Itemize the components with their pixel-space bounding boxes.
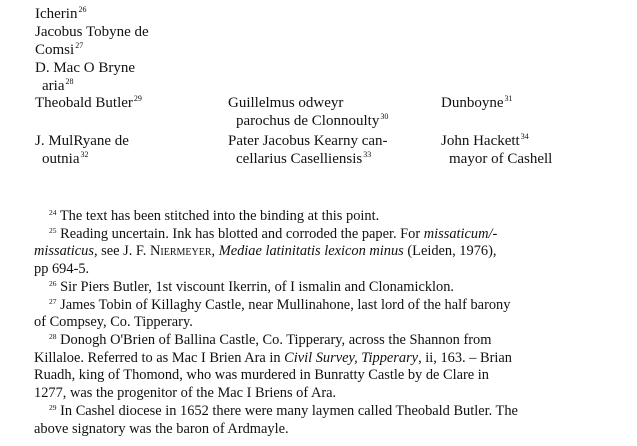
signatory-tobyne-line2: Comsi$^{27}$ [35, 41, 84, 58]
footnote-28: $^{28}$ Donogh O'Brien of Ballina Castle, Co. Tipperary, across the Shannon from [49, 332, 492, 348]
signatory-macobryne-line1: D. Mac O Bryne [35, 60, 135, 76]
signatory-dunboyne: Dunboyne$^{31}$ [441, 94, 513, 111]
footnote-24: $^{24}$ The text has been stitched into the binding at this point. [49, 208, 380, 224]
signatory-hackett-line1: John Hackett$^{34}$ [441, 132, 529, 149]
signatory-icherin: Icherin$^{26}$ [35, 5, 87, 22]
note-ref: 34 [520, 132, 529, 141]
footnote-28-line3: Ruadh, king of Thomond, who was murdered in Bunratty Castle by de Clare in [34, 367, 489, 383]
footnote-26: $^{26}$ Sir Piers Butler, 1st viscount Ikerrin, of I ismalin and Clonamicklon. [49, 279, 455, 295]
note-ref: 31 [504, 94, 513, 103]
note-ref: 26 [78, 5, 87, 14]
note-ref: 29 [133, 94, 142, 103]
note-ref: 30 [380, 112, 389, 121]
footnote-28-line4: 1277, was the progenitor of the Mac I Briens of Ara. [34, 385, 337, 401]
signatory-theobald-butler: Theobald Butler$^{29}$ [35, 94, 142, 111]
signatory-kearny-line1: Pater Jacobus Kearny can- [228, 133, 388, 149]
footnote-27: $^{27}$ James Tobin of Killaghy Castle, near Mullinahone, last lord of the half barony [49, 297, 511, 313]
note-ref: 32 [80, 150, 89, 159]
signatory-kearny-line2: cellarius Caselliensis$^{33}$ [236, 150, 372, 167]
footnote-29: $^{29}$ In Cashel diocese in 1652 there were many laymen called Theobald Butler. The [49, 403, 518, 419]
signatory-tobyne-line1: Jacobus Tobyne de [35, 24, 149, 40]
note-ref: 33 [363, 150, 372, 159]
signatory-odweyr-line1: Guillelmus odweyr [228, 95, 344, 111]
footnote-25-line2: missaticus, see J. F. Niermeyer, Mediae latinitatis lexicon minus (Leiden, 1976), [34, 243, 497, 259]
note-ref: 28 [65, 77, 74, 86]
signatory-odweyr-line2: parochus de Clonnoulty$^{30}$ [236, 112, 389, 129]
signatory-mulryane-line2: outnia$^{32}$ [42, 150, 89, 167]
footnote-25-line3: pp 694-5. [34, 261, 90, 277]
signatory-hackett-line2: mayor of Cashell [449, 151, 553, 167]
signatory-macobryne-line2: aria$^{28}$ [42, 77, 74, 94]
footnote-29-line2: above signatory was the baron of Ardmayle. [34, 421, 289, 437]
footnote-28-line2: Killaloe. Referred to as Mac I Brien Ara in Civil Survey, Tipperary, ii, 163. – Brian [34, 350, 512, 366]
footnote-27-line2: of Compsey, Co. Tipperary. [34, 314, 193, 330]
footnote-25: $^{25}$ Reading uncertain. Ink has blotted and corroded the paper. For missaticum/- [49, 226, 498, 242]
signatory-mulryane-line1: J. MulRyane de [35, 133, 129, 149]
note-ref: 27 [75, 41, 84, 50]
